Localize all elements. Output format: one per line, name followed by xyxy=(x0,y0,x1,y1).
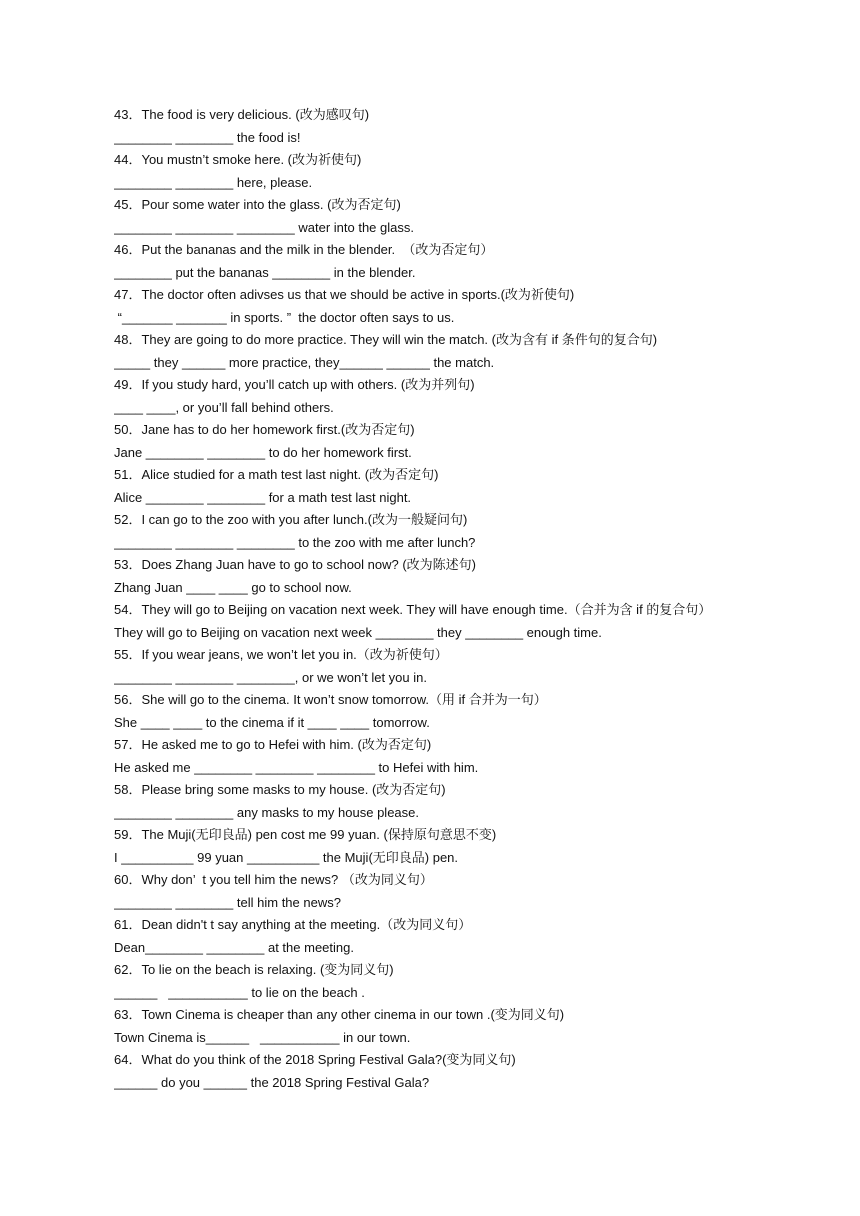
question-52: 52．I can go to the zoo with you after lunch.(改为一般疑问句) xyxy=(114,512,468,527)
answer-59: I __________ 99 yuan __________ the Muji(无印良品) pen. xyxy=(114,849,459,865)
question-62: 62．To lie on the beach is relaxing. (变为同义句) xyxy=(114,962,394,977)
answer-56: She ____ ____ to the cinema if it ____ ____ tomorrow. xyxy=(114,714,430,730)
question-55: 55．If you wear jeans, we won’t let you in.（改为祈使句） xyxy=(114,647,448,662)
answer-54: They will go to Beijing on vacation next week ________ they ________ enough time. xyxy=(114,624,602,640)
answer-53: Zhang Juan ____ ____ go to school now. xyxy=(114,579,352,595)
question-48: 48．They are going to do more practice. They will win the match. (改为含有 if 条件句的复合句) xyxy=(114,332,658,347)
question-56: 56．She will go to the cinema. It won’t snow tomorrow.（用 if 合并为一句） xyxy=(114,692,547,707)
answer-50: Jane ________ ________ to do her homework first. xyxy=(114,444,412,460)
answer-48: _____ they ______ more practice, they______ ______ the match. xyxy=(114,354,495,370)
question-64: 64．What do you think of the 2018 Spring Festival Gala?(变为同义句) xyxy=(114,1052,516,1067)
question-43: 43．The food is very delicious. (改为感叹句) xyxy=(114,107,370,122)
question-46: 46．Put the bananas and the milk in the blender. （改为否定句） xyxy=(114,242,494,257)
answer-60: ________ ________ tell him the news? xyxy=(114,894,341,910)
question-50: 50．Jane has to do her homework first.(改为否定句) xyxy=(114,422,415,437)
exercise-list xyxy=(114,104,794,1094)
answer-47: “_______ _______ in sports. ” the doctor often says to us. xyxy=(114,309,455,325)
answer-55: ________ ________ ________, or we won’t let you in. xyxy=(114,669,427,685)
answer-44: ________ ________ here, please. xyxy=(114,174,313,190)
answer-43: ________ ________ the food is! xyxy=(114,129,301,145)
question-45: 45．Pour some water into the glass. (改为否定句) xyxy=(114,197,401,212)
question-59: 59．The Muji(无印良品) pen cost me 99 yuan. (保持原句意思不变) xyxy=(114,827,497,842)
answer-61: Dean________ ________ at the meeting. xyxy=(114,939,354,955)
answer-62: ______ ___________ to lie on the beach . xyxy=(114,984,365,1000)
answer-64: ______ do you ______ the 2018 Spring Festival Gala? xyxy=(114,1074,430,1090)
answer-51: Alice ________ ________ for a math test last night. xyxy=(114,489,412,505)
question-60: 60．Why don’ t you tell him the news? （改为同义句） xyxy=(114,872,433,887)
answer-58: ________ ________ any masks to my house please. xyxy=(114,804,419,820)
question-53: 53．Does Zhang Juan have to go to school now? (改为陈述句) xyxy=(114,557,477,572)
question-61: 61．Dean didn't t say anything at the meeting.（改为同义句） xyxy=(114,917,472,932)
question-63: 63．Town Cinema is cheaper than any other cinema in our town .(变为同义句) xyxy=(114,1007,565,1022)
question-47: 47．The doctor often adivses us that we should be active in sports.(改为祈使句) xyxy=(114,287,575,302)
question-57: 57．He asked me to go to Hefei with him. (改为否定句) xyxy=(114,737,432,752)
question-49: 49．If you study hard, you’ll catch up with others. (改为并列句) xyxy=(114,377,475,392)
answer-46: ________ put the bananas ________ in the blender. xyxy=(114,264,416,280)
answer-49: ____ ____, or you’ll fall behind others. xyxy=(114,399,334,415)
question-54: 54．They will go to Beijing on vacation next week. They will have enough time.（合并为含 if 的复合句） xyxy=(114,602,712,617)
answer-57: He asked me ________ ________ ________ to Hefei with him. xyxy=(114,759,479,775)
answer-63: Town Cinema is______ ___________ in our town. xyxy=(114,1029,411,1045)
question-58: 58．Please bring some masks to my house. (改为否定句) xyxy=(114,782,446,797)
question-51: 51．Alice studied for a math test last night. (改为否定句) xyxy=(114,467,439,482)
answer-45: ________ ________ ________ water into the glass. xyxy=(114,219,414,235)
question-44: 44．You mustn’t smoke here. (改为祈使句) xyxy=(114,152,362,167)
answer-52: ________ ________ ________ to the zoo with me after lunch? xyxy=(114,534,476,550)
